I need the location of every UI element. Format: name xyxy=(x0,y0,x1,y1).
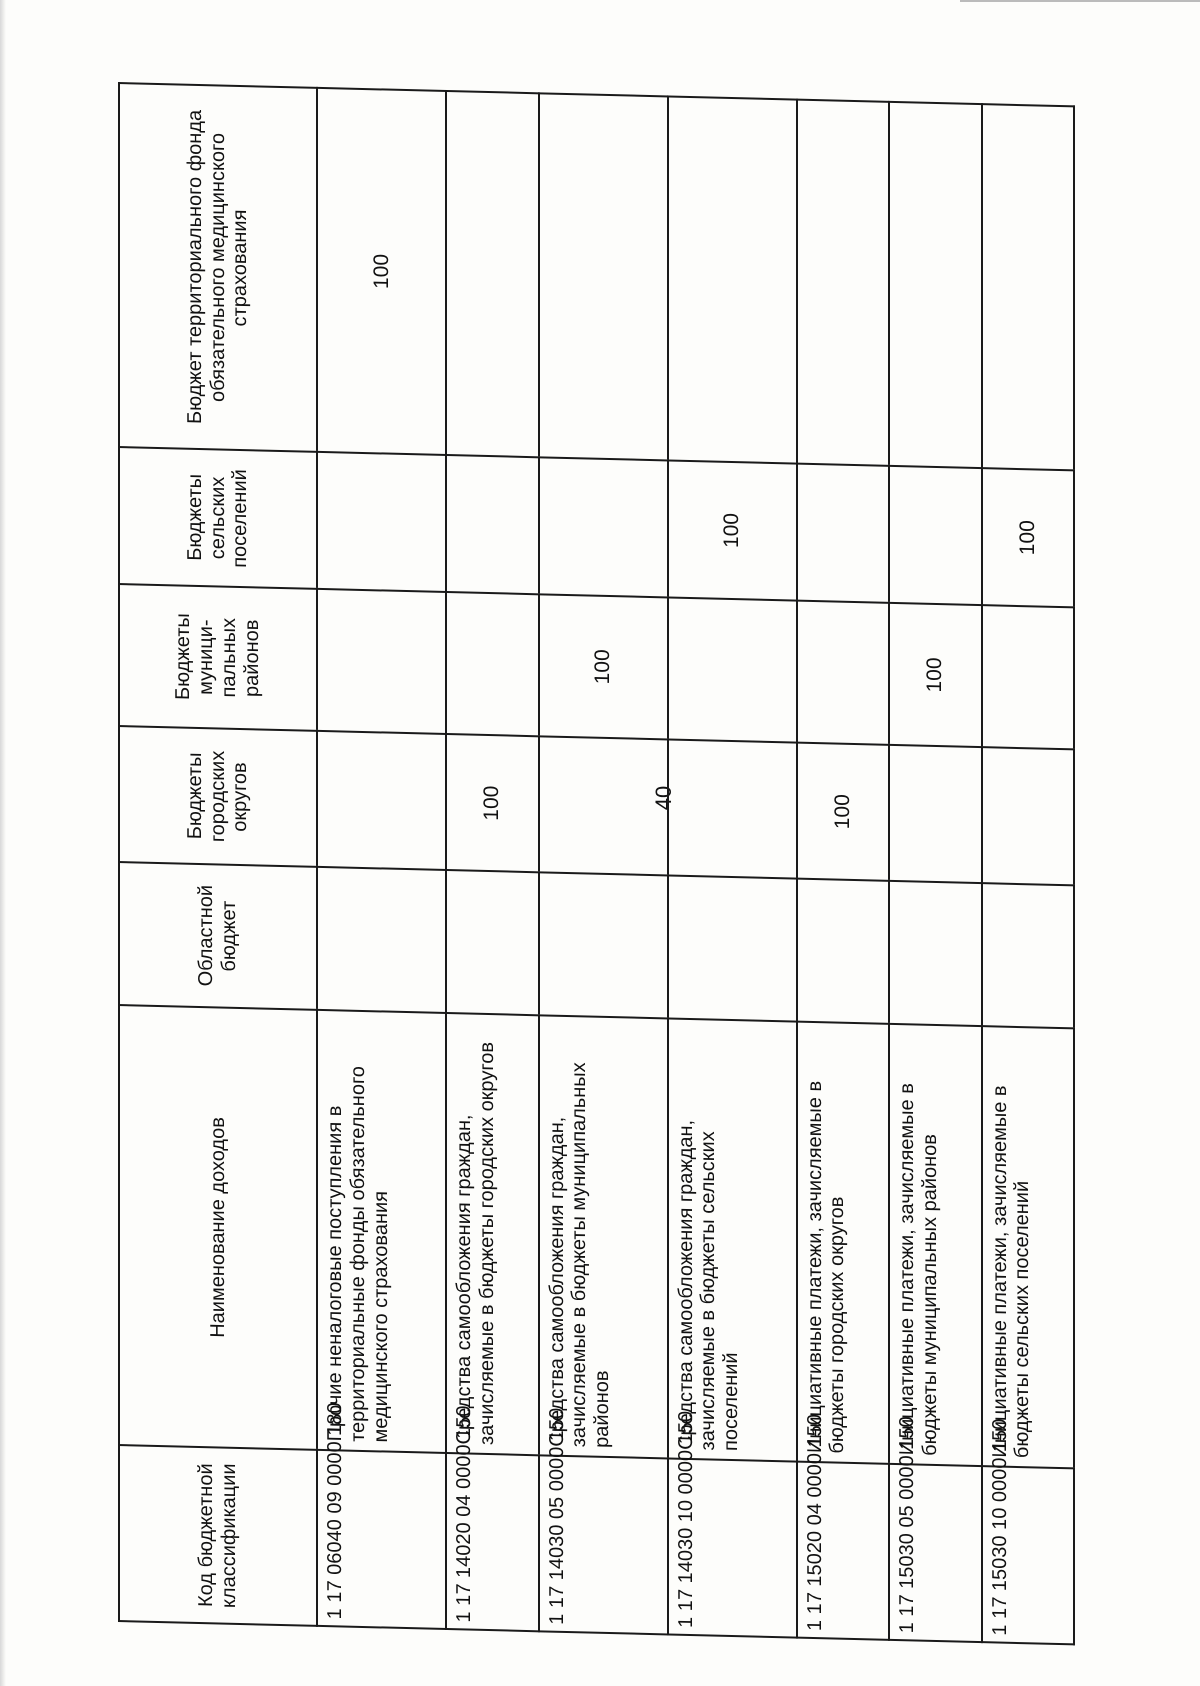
row-value xyxy=(446,592,538,736)
table-row xyxy=(446,91,538,1631)
row-code: 1 17 14030 10 0000 150 xyxy=(668,1458,797,1637)
table-row xyxy=(797,100,889,1640)
row-value xyxy=(982,747,1075,885)
header-health-insurance-fund: Бюджет территориального фонда обязательного медицинского страхования xyxy=(119,83,317,452)
row-value xyxy=(317,731,446,870)
revenue-distribution-table xyxy=(118,82,1075,1645)
row-code: 1 17 14020 04 0000 150 xyxy=(446,1453,538,1631)
row-code: 1 17 14030 05 0000 150 xyxy=(539,1455,668,1634)
row-value xyxy=(539,736,668,875)
row-value xyxy=(982,605,1075,749)
row-value: 100 xyxy=(446,734,538,872)
row-value xyxy=(889,881,981,1026)
scan-edge xyxy=(0,0,6,1686)
rotated-table-container xyxy=(118,84,1075,1645)
row-value xyxy=(446,91,538,457)
row-name: Прочие неналоговые поступления в территориальные фонды обязательного медицинского страхования xyxy=(317,1010,446,1453)
row-value xyxy=(889,102,981,468)
row-value xyxy=(668,597,797,742)
row-value: 100 xyxy=(539,594,668,739)
row-code: 1 17 06040 09 0000 180 xyxy=(317,1450,446,1629)
table-row xyxy=(889,102,981,1642)
row-value xyxy=(889,745,981,883)
row-name: Средства самообложения граждан, зачисляемые в бюджеты сельских поселений xyxy=(668,1018,797,1461)
row-value xyxy=(797,100,889,466)
table-row xyxy=(539,93,668,1634)
header-rural-settlements: Бюджеты сельских поселений xyxy=(119,447,317,589)
row-value xyxy=(317,452,446,592)
table-header-row xyxy=(119,83,317,1626)
header-name: Наименование доходов xyxy=(119,1005,317,1450)
row-value xyxy=(889,466,981,605)
row-value xyxy=(797,601,889,745)
row-name: Инициативные платежи, зачисляемые в бюджеты городских округов xyxy=(797,1022,889,1464)
row-value xyxy=(668,96,797,463)
row-name: Инициативные платежи, зачисляемые в бюджеты сельских поселений xyxy=(982,1026,1075,1468)
header-regional-budget: Областной бюджет xyxy=(119,862,317,1010)
row-value xyxy=(539,93,668,460)
table-row xyxy=(982,104,1075,1644)
row-value xyxy=(797,464,889,603)
row-value xyxy=(539,457,668,597)
table-row xyxy=(317,88,446,1629)
row-value xyxy=(668,875,797,1021)
row-value xyxy=(317,867,446,1013)
row-value: 100 xyxy=(889,603,981,747)
row-name: Средства самообложения граждан, зачисляемые в бюджеты городских округов xyxy=(446,1013,538,1455)
row-value xyxy=(317,589,446,734)
header-code: Код бюджетной классификации xyxy=(119,1445,317,1626)
row-name: Средства самообложения граждан, зачисляемые в бюджеты муниципальных районов xyxy=(539,1015,668,1458)
row-value: 100 xyxy=(982,468,1075,607)
row-value xyxy=(668,739,797,878)
row-code: 1 17 15020 04 0000 150 xyxy=(797,1462,889,1640)
row-value: 100 xyxy=(317,88,446,455)
row-name: Инициативные платежи, зачисляемые в бюджеты муниципальных районов xyxy=(889,1024,981,1466)
scan-artifact xyxy=(960,0,1200,2)
row-code: 1 17 15030 10 0000 150 xyxy=(982,1466,1075,1644)
row-value: 100 xyxy=(668,460,797,600)
header-municipal-districts: Бюджеты муници-пальных районов xyxy=(119,584,317,731)
row-value xyxy=(446,455,538,594)
row-value xyxy=(982,883,1075,1028)
row-value xyxy=(446,870,538,1015)
row-code: 1 17 15030 05 0000 150 xyxy=(889,1464,981,1642)
row-value xyxy=(539,872,668,1018)
page-number: 40 xyxy=(651,785,676,811)
header-city-districts: Бюджеты городских округов xyxy=(119,726,317,867)
row-value xyxy=(797,879,889,1024)
row-value: 100 xyxy=(797,743,889,881)
row-value xyxy=(982,104,1075,470)
table-row xyxy=(668,96,797,1637)
